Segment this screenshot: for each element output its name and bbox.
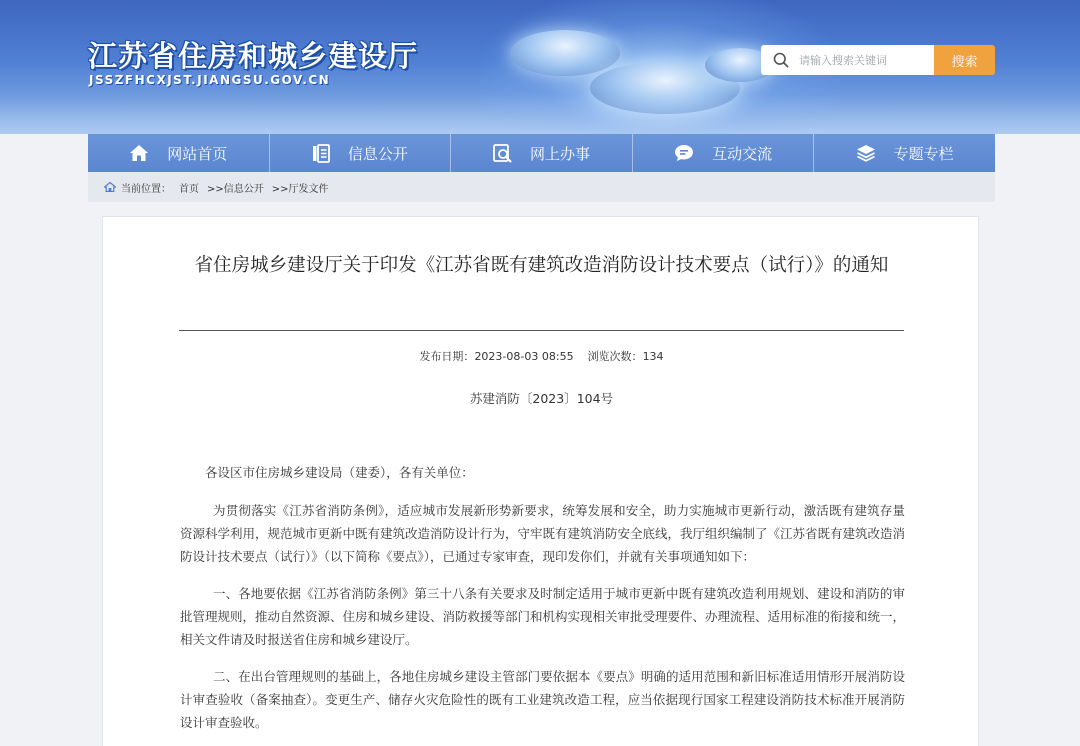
nav-item-label: 网站首页 xyxy=(167,144,228,163)
nav-item-online-service[interactable] xyxy=(451,134,633,172)
search-box[interactable] xyxy=(761,45,934,75)
document-icon xyxy=(312,144,330,163)
nav-item-label: 网上办事 xyxy=(529,144,590,163)
article-paragraph: 为贯彻落实《江苏省消防条例》，适应城市发展新形势新要求，统筹发展和安全，助力实施城市更新行动，激活既有建筑存量资源科学利用，规范城市更新中既有建筑改造消防设计行为，守牢既有建筑消防安全底线，我厅组织编制了《江苏省既有建筑改造消防设计技术要点（试行）》（以下简称《要点》），已通过专家审查，现印发你们，并就有关事项通知如下： xyxy=(180,503,906,564)
search-icon xyxy=(773,52,789,68)
service-icon xyxy=(493,144,512,163)
header-banner xyxy=(0,0,1080,134)
nav-item-home[interactable] xyxy=(88,134,270,172)
nav-item-interaction[interactable] xyxy=(633,134,815,172)
article-meta xyxy=(103,348,980,364)
search-input[interactable] xyxy=(797,53,931,68)
nav-item-label: 专题专栏 xyxy=(893,144,954,163)
nav-item-info-disclosure[interactable] xyxy=(270,134,452,172)
article-title: 省住房城乡建设厅关于印发《江苏省既有建筑改造消防设计技术要点（试行）》的通知 xyxy=(194,255,889,276)
search-button[interactable]: 搜索 xyxy=(934,45,995,75)
breadcrumb-home[interactable]: 首页 xyxy=(179,183,199,195)
breadcrumb-prefix: 当前位置： xyxy=(121,183,171,195)
publish-date: 2023-08-03 08:55 xyxy=(474,350,574,363)
article-panel xyxy=(102,216,979,746)
breadcrumb xyxy=(88,172,995,202)
chat-icon xyxy=(674,144,694,162)
home-icon xyxy=(129,144,149,162)
article-paragraph: 一、各地要依据《江苏省消防条例》第三十八条有关要求及时制定适用于城市更新中既有建筑改造利用规划、建设和消防的审批管理规则，推动自然资源、住房和城乡建设、消防救援等部门和机构实现相关审批受理要件、办理流程、适用标准的衔接和统一，相关文件请及时报送省住房和城乡建设厅。 xyxy=(180,586,906,647)
article-paragraph: 各设区市住房城乡建设局（建委），各有关单位： xyxy=(205,465,474,480)
layers-icon xyxy=(856,144,876,162)
location-icon xyxy=(104,182,116,192)
nav-item-special-topics[interactable] xyxy=(814,134,995,172)
site-url: JSSZFHCXJST.JIANGSU.GOV.CN xyxy=(89,73,331,87)
views-count: 134 xyxy=(642,350,664,363)
breadcrumb-dept-documents[interactable]: >>厅发文件 xyxy=(271,183,329,195)
site-title[interactable]: 江苏省住房和城乡建设厅 xyxy=(88,39,419,73)
main-nav xyxy=(88,134,995,172)
nav-item-label: 互动交流 xyxy=(712,144,773,163)
banner-building-dome xyxy=(510,30,620,76)
banner-haze xyxy=(0,94,1080,134)
title-divider xyxy=(179,330,904,331)
search-bar xyxy=(761,45,995,75)
document-number: 苏建消防〔2023〕104号 xyxy=(469,391,614,406)
article-paragraph: 二、在出台管理规则的基础上，各地住房城乡建设主管部门要依据本《要点》明确的适用范围和新旧标准适用情形开展消防设计审查验收（备案抽查）。变更生产、储存火灾危险性的既有工业建筑改造工程，应当依据现行国家工程建设消防技术标准开展消防设计审查验收。 xyxy=(180,669,905,730)
nav-item-label: 信息公开 xyxy=(347,144,408,163)
publish-date-label: 发布日期： xyxy=(419,350,475,363)
views-label: 浏览次数： xyxy=(587,350,643,363)
breadcrumb-info-disclosure[interactable]: >>信息公开 xyxy=(207,183,264,195)
